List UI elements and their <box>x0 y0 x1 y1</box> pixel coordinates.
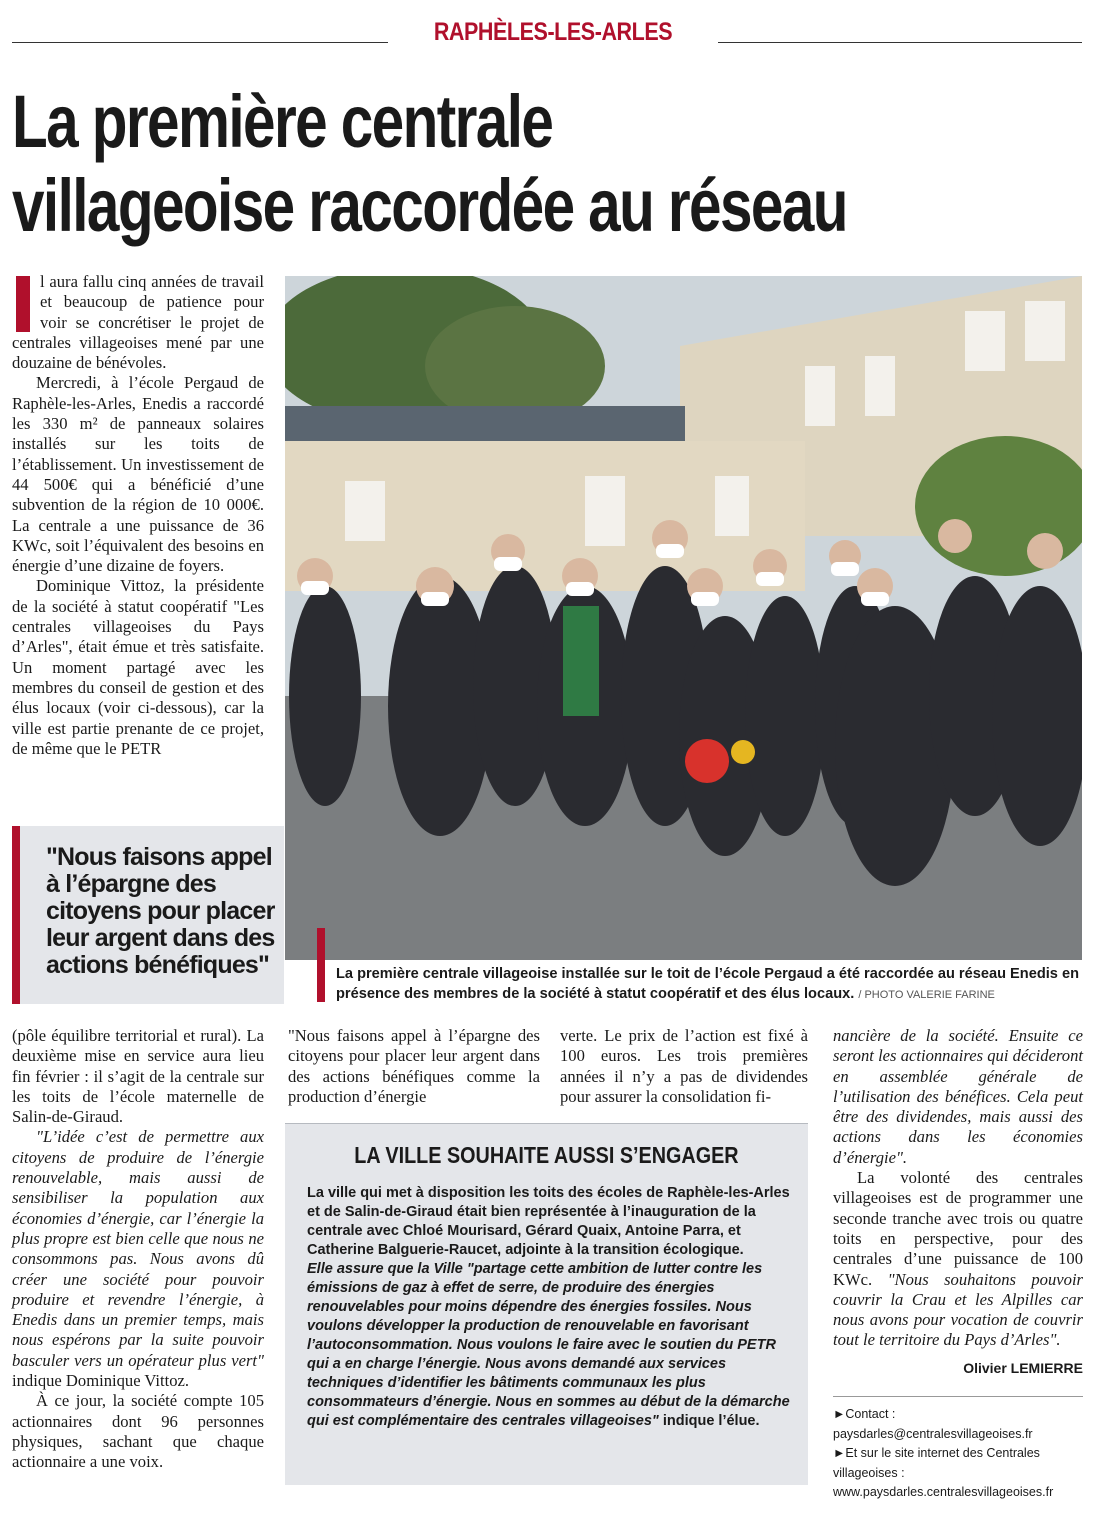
col1-paragraph-1: (pôle équilibre territorial et rural). La deuxième mise en service aura lieu fin février : il s’agit de la centrale sur les toits de l’école maternelle de Salin-de-Giraud. <box>12 1026 264 1127</box>
photo-credit: / PHOTO VALERIE FARINE <box>858 989 995 1001</box>
lead-paragraph-3: Dominique Vittoz, la présidente de la société à statut coopératif "Les centrales villageoises du Pays d’Arles", était émue et très satisfaite. Un moment partagé avec les membres du conseil de gestion et des élus locaux (voir ci-dessous), car la ville est partie prenante de ce projet, de même que le PETR <box>12 576 264 758</box>
col3-paragraph: verte. Le prix de l’action est fixé à 100 euros. Les trois premières années il n’y a pas de dividendes pour assurer la consolidation fi- <box>560 1026 808 1106</box>
col1-paragraph-3: À ce jour, la société compte 105 actionnaires dont 96 personnes physiques, sachant que chaque actionnaire a une voix. <box>12 1391 264 1472</box>
rule-right <box>718 42 1082 43</box>
photo-illustration <box>285 276 1082 960</box>
section-header <box>12 18 1082 52</box>
body-column-1 <box>12 1026 264 1473</box>
photo-caption <box>336 964 1086 1005</box>
body-column-2 <box>288 1026 540 1107</box>
headline-line-2: villageoise raccordée au réseau <box>12 164 847 247</box>
inset-title <box>285 1142 808 1169</box>
contact-info <box>833 1396 1083 1503</box>
rule-left <box>12 42 388 43</box>
headline-line-1: La première centrale <box>12 80 553 163</box>
inset-paragraph-1: La ville qui met à disposition les toits des écoles de Raphèle-les-Arles et de Salin-de-Giraud était bien représentée à l’inauguration de la centrale avec Chloé Mourisard, Gérard Quaix, Antoine Parra, et Catherine Balguerie-Raucet, adjointe à la transition écologique. <box>307 1185 790 1258</box>
body-column-4 <box>833 1026 1083 1351</box>
inset-attribution: indique l’élue. <box>658 1413 760 1429</box>
pull-quote-text: "Nous faisons appel à l’épargne des citoyens pour placer leur argent dans des actions bénéfiques" <box>46 843 275 979</box>
lead-column <box>12 272 264 759</box>
col1-attribution: indique Dominique Vittoz. <box>12 1371 190 1391</box>
body-column-3 <box>560 1026 808 1107</box>
inset-body <box>307 1184 791 1431</box>
drop-cap-bar <box>16 276 30 332</box>
inset-quote: "partage cette ambition de lutter contre les émissions de gaz à effet de serre, de produire des énergies renouvelables pour moins dépendre des énergies fossiles. Nous voulons développer la production de renouvelable en favorisant l’autoconsommation. Nous voulons le faire avec le soutien du PETR qui a en charge l’énergie. Nous avons demandé aux services techniques d’identifier les bâtiments communaux les plus consommateurs d’énergie. Nous en sommes au début de la démarche qui est complémentaire des centrales villageoises" <box>307 1261 790 1429</box>
inset-title-text: LA VILLE SOUHAITE AUSSI S’ENGAGER <box>354 1142 739 1168</box>
contact-website: ►Et sur le site internet des Centrales villageoises : www.paysdarles.centralesvillageoises.fr <box>833 1446 1054 1499</box>
section-kicker: RAPHÈLES-LES-ARLES <box>433 18 673 46</box>
group-photo <box>285 276 1082 960</box>
col2-paragraph: "Nous faisons appel à l’épargne des citoyens pour placer leur argent dans des actions bénéfiques comme la production d’énergie <box>288 1026 540 1106</box>
lead-paragraph-1: l aura fallu cinq années de travail et beaucoup de patience pour voir se concrétiser le projet de centrales villageoises mené par une douzaine de bénévoles. <box>12 272 264 373</box>
col4-text: La volonté des centrales villageoises est de programmer une seconde tranche avec trois ou quatre toits en perspective, pour des centrales d’une puissance de 100 KWc. <box>833 1168 1083 1289</box>
col4-quote: "Nous souhaitons pouvoir couvrir la Crau et les Alpilles car nous avons pour vocation de couvrir tout le territoire du Pays d’Arles". <box>833 1269 1084 1350</box>
col4-paragraph-2 <box>833 1168 1083 1351</box>
lead-paragraph-2: Mercredi, à l’école Pergaud de Raphèle-les-Arles, Enedis a raccordé les 330 m² de panneaux solaires installés sur les toits de l’établissement. Un investissement de 44 500€ qui a bénéficié d’une subvention de la région de 10 000€. La centrale a une puissance de 36 KWc, soit l’équivalent des besoins en énergie d’une dizaine de foyers. <box>12 373 264 576</box>
contact-email: ►Contact : paysdarles@centralesvillageoises.fr <box>833 1407 1033 1441</box>
inset-box <box>285 1123 808 1485</box>
inset-lead: Elle assure que la Ville <box>307 1261 467 1277</box>
col1-quote: "L’idée c’est de permettre aux citoyens de produire de l’énergie renouvelable, mais aussi de sensibiliser la population aux économies d’énergie, car l’énergie la plus propre est bien celle que nous ne consommons pas. Nous avons dû créer une société pour pouvoir produire et revendre l’énergie, à Enedis dans un premier temps, mais nous espérons par la suite pouvoir basculer vers un opérateur plus vert" <box>12 1127 264 1370</box>
headline <box>12 80 1092 248</box>
caption-text: La première centrale villageoise installée sur le toit de l’école Pergaud a été raccordée au réseau Enedis en présence des membres de la société à statut coopératif et des élus locaux. <box>336 966 1079 1002</box>
author-signature: Olivier LEMIERRE <box>963 1360 1083 1376</box>
col4-paragraph-1: nancière de la société. Ensuite ce seront les actionnaires qui décideront en assemblée générale de l’utilisation des bénéfices. Cela peut être des dividendes, mais aussi des actions dans les économies d’énergie". <box>833 1026 1083 1167</box>
pull-quote <box>12 826 284 1004</box>
inset-paragraph-2 <box>307 1260 791 1431</box>
col1-paragraph-2 <box>12 1127 264 1391</box>
caption-accent <box>317 928 325 1002</box>
